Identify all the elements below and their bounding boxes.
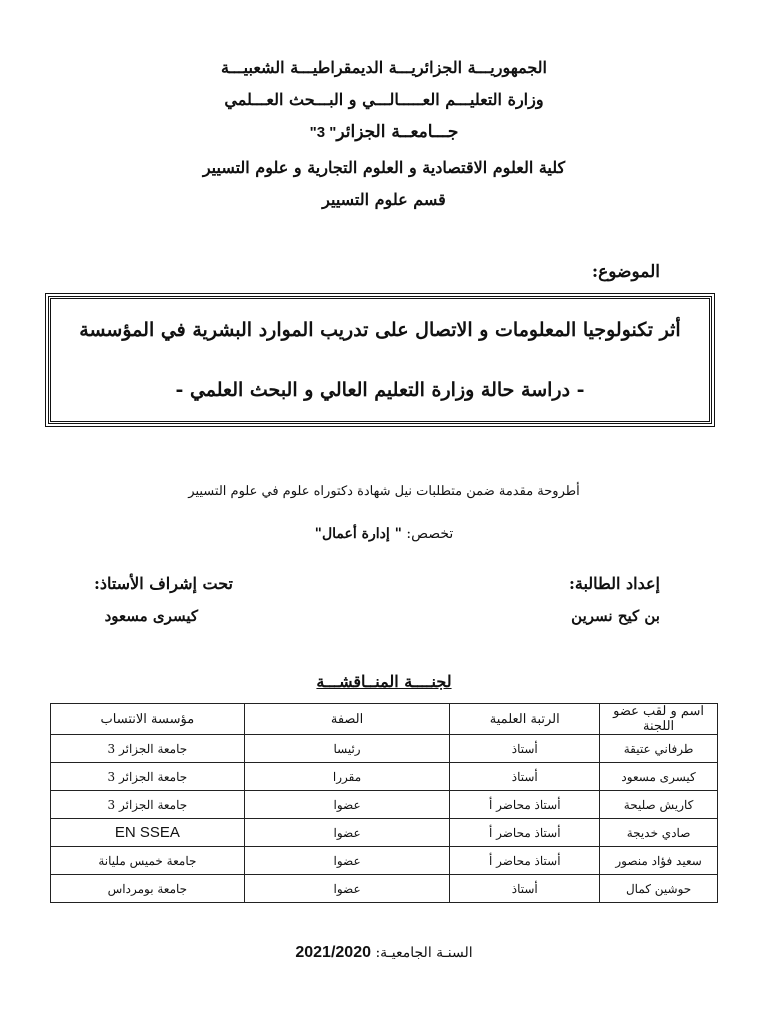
member-institution: جامعة الجزائر 3 [51,763,245,791]
academic-year-label: السنـة الجامعيـة: [375,945,473,961]
member-role: عضوا [244,875,450,903]
university-number: " 3" [309,124,337,141]
header-member-name: اسم و لقب عضو اللجنة [600,704,718,735]
department-line: قسم علوم التسيير [322,190,446,209]
committee-title: لجنــــة المنــاقشـــة [316,672,452,691]
member-role: عضوا [244,819,450,847]
member-role: عضوا [244,847,450,875]
supervisor-label: تحت إشراف الأستاذ: [93,574,233,593]
specialty-label: تخصص: [406,526,454,542]
university-prefix: جـــامعــة الجزائر [336,122,459,142]
university-line [0,122,768,142]
member-institution: جامعة الجزائر 3 [51,791,245,819]
member-institution: EN SSEA [51,819,245,847]
supervisor-name: كيسرى مسعود [104,607,198,625]
header-rank: الرتبة العلمية [450,704,600,735]
table-header-row [51,704,718,735]
member-name: كاريش صليحة [600,791,718,819]
member-name: طرفاني عتيقة [600,735,718,763]
ministry-line: وزارة التعليـــم العـــــالـــي و البـــحث العـــلمي [224,90,544,109]
specialty-value: " إدارة أعمال" [314,526,402,542]
member-institution: جامعة خميس مليانة [51,847,245,875]
academic-year [0,944,768,962]
member-rank: أستاذ محاضر أ [450,791,600,819]
member-role: رئيسا [244,735,450,763]
member-role: عضوا [244,791,450,819]
title-line-2: - دراسة حالة وزارة التعليم العالي و البحث العلمي - [175,379,585,401]
member-institution: جامعة بومرداس [51,875,245,903]
table-row [51,791,718,819]
republic-line: الجمهوريـــة الجزائريـــة الديمقراطيـــة الشعبيـــة [221,58,547,77]
member-name: كيسرى مسعود [600,763,718,791]
member-rank: أستاذ [450,735,600,763]
thesis-statement: أطروحة مقدمة ضمن متطلبات نيل شهادة دكتوراه علوم في علوم التسيير [188,484,580,499]
member-institution: جامعة الجزائر 3 [51,735,245,763]
student-label: إعداد الطالبة: [568,574,660,593]
student-name: بن كيح نسرين [571,607,660,625]
table-row [51,875,718,903]
specialty-line [0,526,768,542]
title-line-1: أثر تكنولوجيا المعلومات و الاتصال على تدريب الموارد البشرية في المؤسسة [79,319,681,341]
header-role: الصفة [244,704,450,735]
table-row [51,847,718,875]
faculty-line: كلية العلوم الاقتصادية و العلوم التجارية و علوم التسيير [202,158,566,177]
member-name: حوشين كمال [600,875,718,903]
committee-table [50,703,718,903]
member-rank: أستاذ محاضر أ [450,819,600,847]
subject-label: الموضوع: [591,262,660,282]
member-rank: أستاذ [450,763,600,791]
academic-year-value: 2021/2020 [295,944,371,961]
title-box [48,296,712,424]
table-row [51,763,718,791]
member-role: مقررا [244,763,450,791]
member-rank: أستاذ محاضر أ [450,847,600,875]
member-rank: أستاذ [450,875,600,903]
table-row [51,819,718,847]
table-row [51,735,718,763]
member-name: صادي خديجة [600,819,718,847]
member-name: سعيد فؤاد منصور [600,847,718,875]
header-institution: مؤسسة الانتساب [51,704,245,735]
